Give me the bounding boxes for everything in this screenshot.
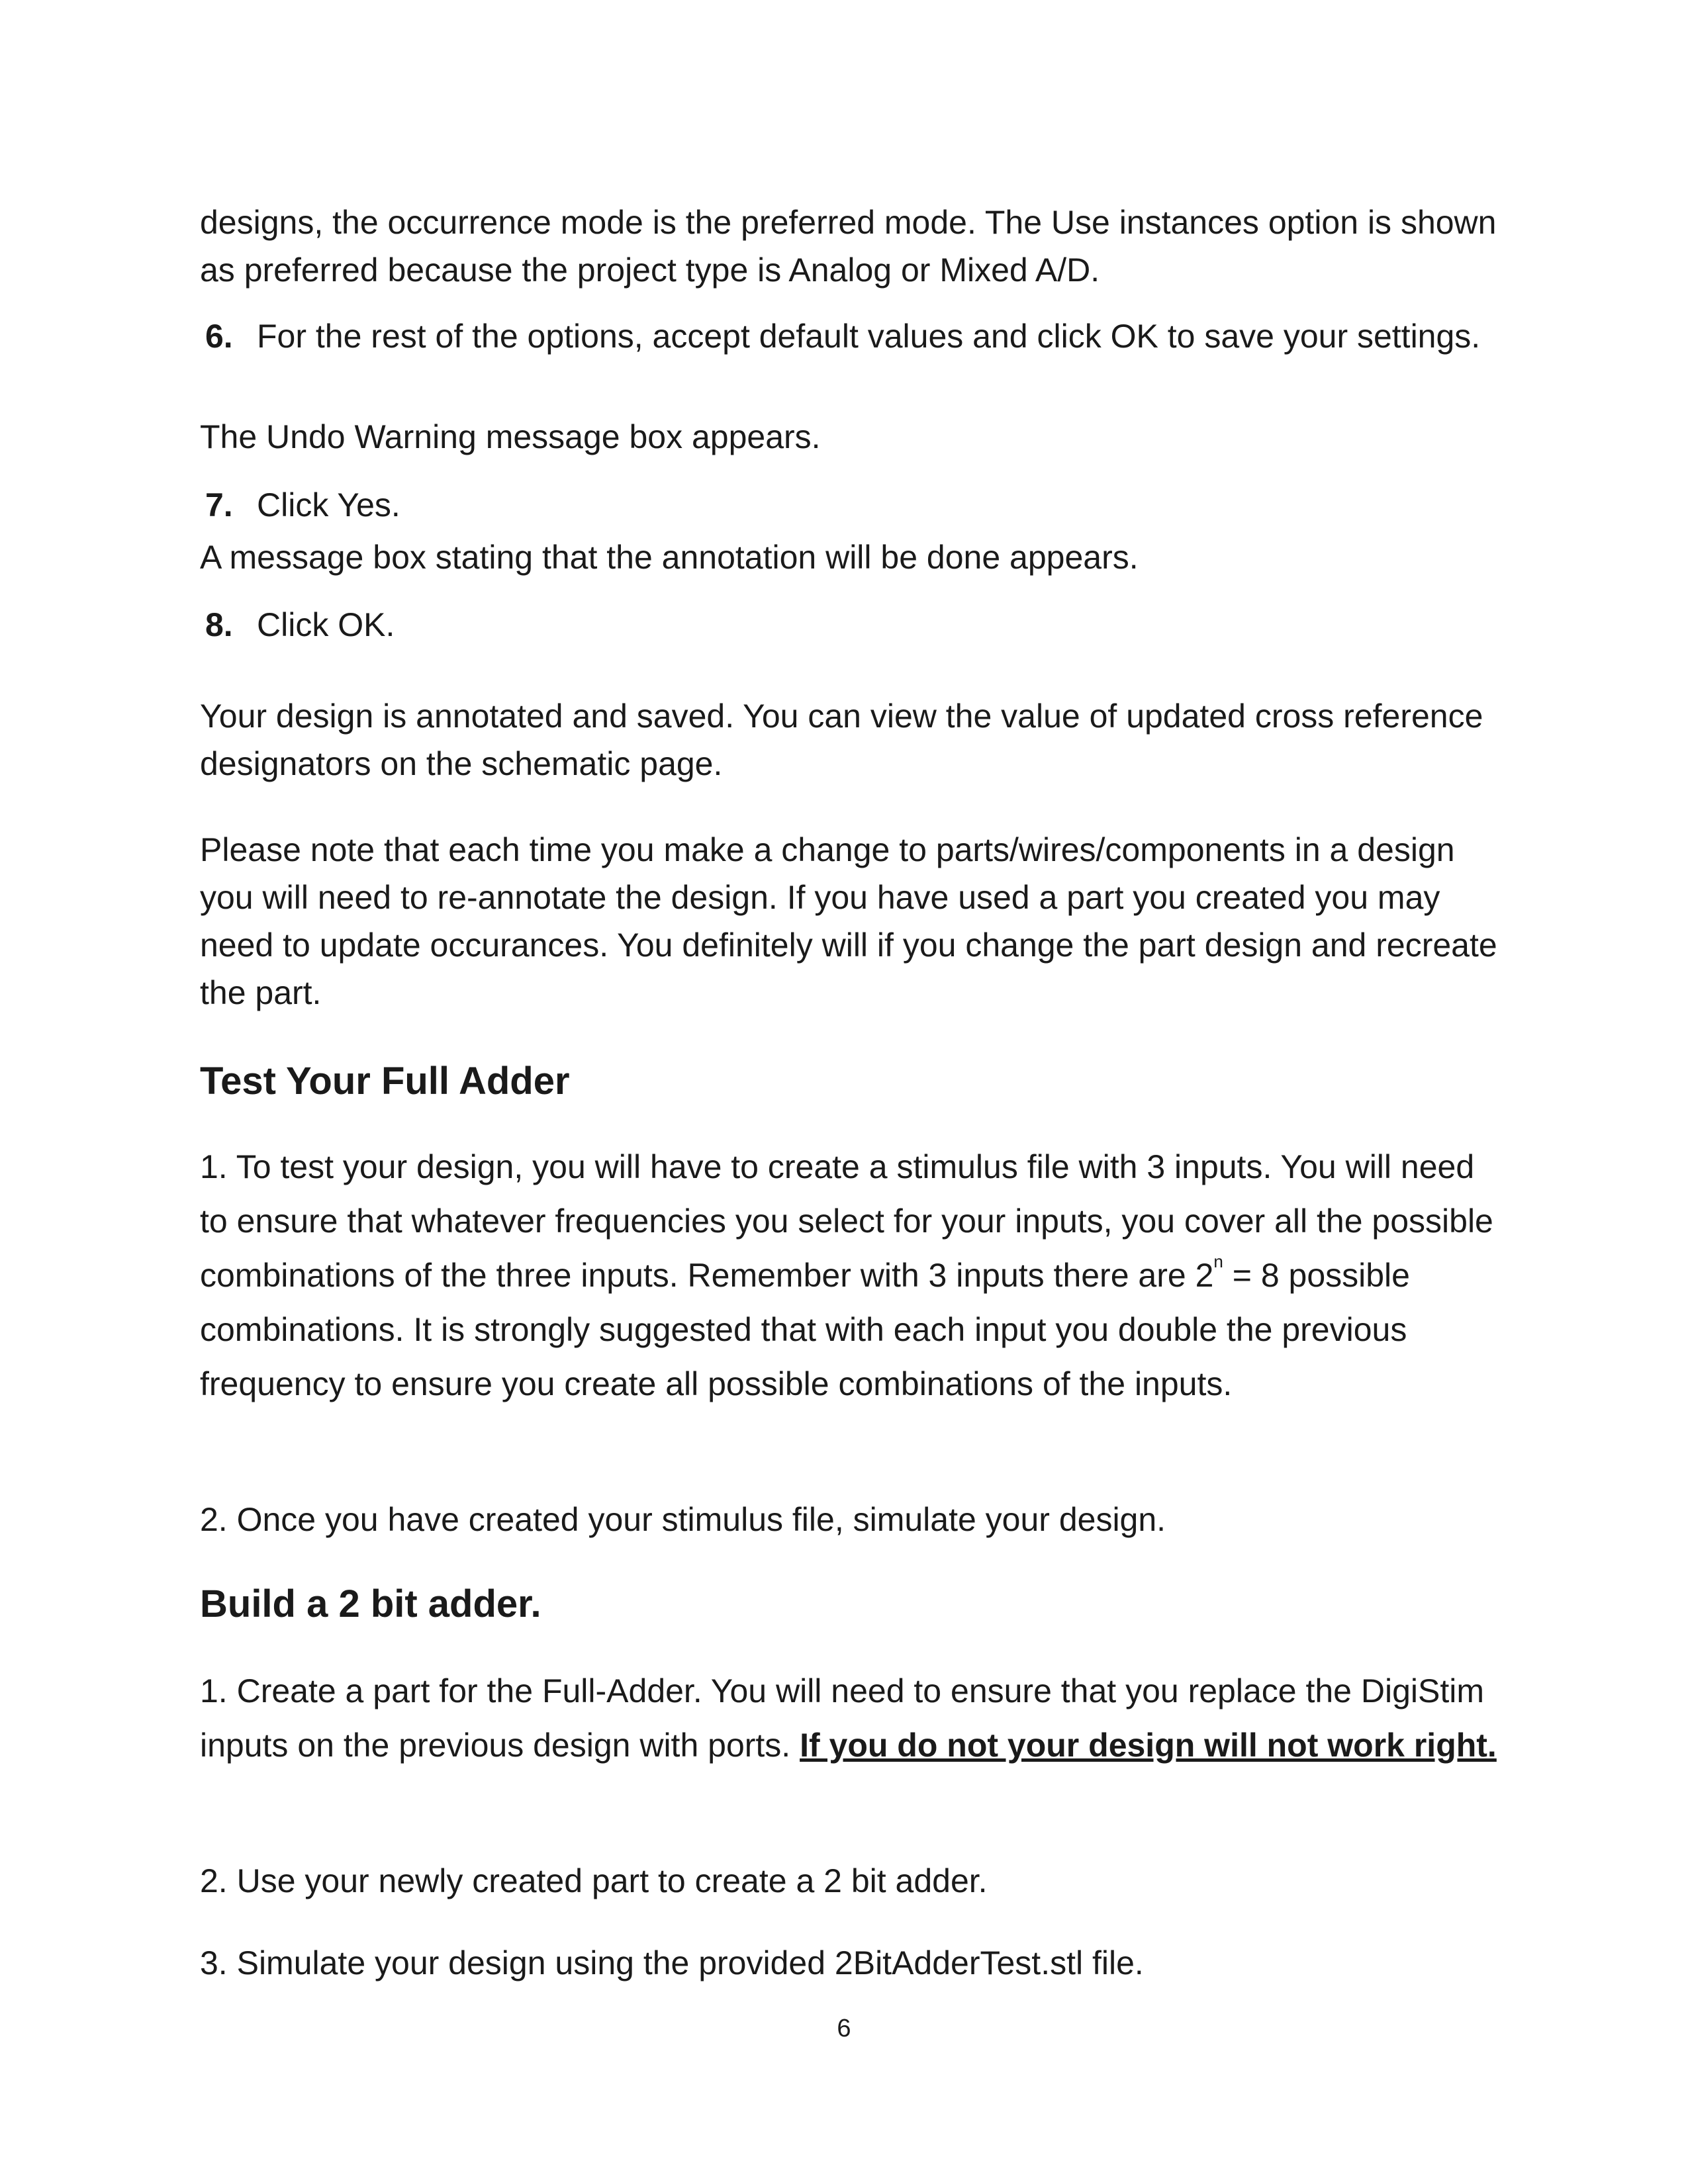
adder-item-3: 3. Simulate your design using the provided 2BitAdderTest.stl file. xyxy=(200,1944,1144,1981)
adder-item-1-warning: If you do not your design will not work right. xyxy=(800,1727,1497,1764)
step-text: For the rest of the options, accept default values and click OK to save your settings. xyxy=(257,318,1481,355)
step-number: 7. xyxy=(205,486,233,523)
adder-item-1 xyxy=(200,1664,1497,1772)
step-text: Click OK. xyxy=(257,606,395,643)
step-number: 6. xyxy=(205,318,233,355)
page-number: 6 xyxy=(837,2015,851,2042)
test-item-1-text-b: = 8 possible combinations. It is strongly suggested that with each input you double the previous frequency to ensure you create all possible combinations of the inputs. xyxy=(200,1257,1410,1402)
annotation-message-note: A message box stating that the annotation will be done appears. xyxy=(200,539,1139,576)
test-section-heading: Test Your Full Adder xyxy=(200,1060,570,1103)
reannotate-paragraph: Please note that each time you make a change to parts/wires/components in a design you will need to re-annotate the design. If you have used a part you created you may need to update occurances. You definitely will if you change the part design and recreate the part. xyxy=(200,831,1497,1011)
undo-warning-note: The Undo Warning message box appears. xyxy=(200,418,821,455)
adder-item-1-text: 1. Create a part for the Full-Adder. You will need to ensure that you replace the DigiStim inputs on the previous design with ports. xyxy=(200,1672,1484,1764)
exponent-n: n xyxy=(1213,1251,1223,1271)
intro-paragraph: designs, the occurrence mode is the preferred mode. The Use instances option is shown as preferred because the project type is Analog or Mixed A/D. xyxy=(200,204,1497,289)
adder-item-2: 2. Use your newly created part to create a 2 bit adder. xyxy=(200,1862,988,1899)
step-7 xyxy=(200,481,1497,529)
step-6 xyxy=(200,312,1497,360)
annotated-paragraph: Your design is annotated and saved. You can view the value of updated cross reference designators on the schematic page. xyxy=(200,698,1483,782)
step-number: 8. xyxy=(205,606,233,643)
step-text: Click Yes. xyxy=(257,486,400,523)
step-8 xyxy=(200,601,1497,649)
test-item-1-text-a: 1. To test your design, you will have to create a stimulus file with 3 inputs. You will need to ensure that whatever frequencies you select for your inputs, you cover all the possible combinations of the three inputs. Remember with 3 inputs there are 2 xyxy=(200,1148,1493,1294)
adder-section-heading: Build a 2 bit adder. xyxy=(200,1582,541,1625)
test-item-1 xyxy=(200,1140,1497,1411)
test-item-2: 2. Once you have created your stimulus file, simulate your design. xyxy=(200,1501,1166,1538)
